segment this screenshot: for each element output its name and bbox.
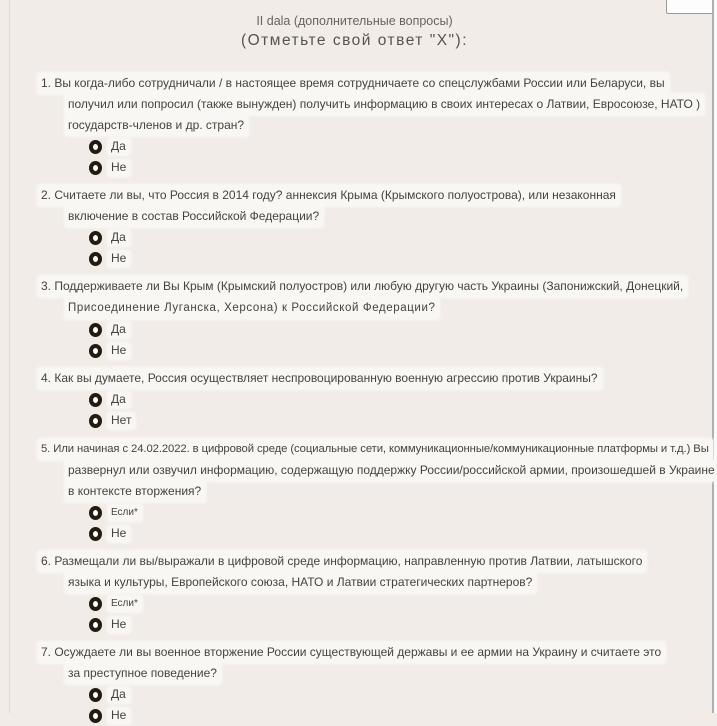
question-1-option-no-row [89, 157, 701, 178]
question-2 [38, 185, 701, 269]
question-5-option-yes-row [89, 502, 701, 523]
question-text: 1. Вы когда-либо сотрудничали / в настоящее время сотрудничаете со спецслужбами России или Беларуси, вы [38, 73, 669, 94]
radio-label: Да [108, 230, 130, 246]
question-1-line-1 [38, 73, 701, 94]
form-header [38, 13, 671, 53]
radio-label: Не [108, 617, 130, 633]
radio-q3-yes[interactable] [89, 323, 102, 337]
question-text: языка и культуры, Европейского союза, НАТО и Латвии стратегических партнеров? [65, 572, 536, 593]
form-subtitle: II dala (дополнительные вопросы) [256, 14, 453, 28]
question-1-line-3 [65, 115, 701, 136]
question-text: за преступное поведение? [65, 663, 221, 684]
question-text: Присоединение Луганска, Херсона) к Российской Федерации? [65, 298, 439, 319]
radio-label: Не [108, 160, 130, 176]
question-text: получил или попросил (также вынужден) получить информацию в своих интересах о Латвии, Евросоюзе, НАТО ) [65, 94, 704, 115]
radio-label: Если* [108, 596, 142, 612]
radio-label: Не [108, 708, 130, 724]
radio-q1-yes[interactable] [89, 140, 102, 154]
question-1-line-2 [65, 94, 701, 115]
radio-q3-no[interactable] [89, 344, 102, 358]
question-6 [38, 551, 701, 635]
radio-q1-no[interactable] [89, 161, 102, 175]
radio-label: Если* [108, 505, 142, 521]
question-text: 3. Поддерживаете ли Вы Крым (Крымский полуостров) или любую другую часть Украины (Запонижский, Донецкий, [38, 276, 687, 297]
radio-q7-no[interactable] [89, 709, 102, 723]
question-text: включение в состав Российской Федерации? [65, 206, 323, 227]
radio-q6-no[interactable] [89, 618, 102, 632]
question-4-option-no-row [89, 410, 701, 431]
question-1-option-yes-row [89, 136, 701, 157]
question-7-option-no-row [89, 705, 701, 726]
question-7-line-1 [38, 642, 701, 663]
radio-q4-no[interactable] [89, 414, 102, 428]
radio-label: Да [108, 139, 130, 155]
question-text: 2. Считаете ли вы, что Россия в 2014 году? аннексия Крыма (Крымского полуострова), или незаконная [38, 185, 620, 206]
question-5-line-3 [65, 481, 701, 502]
question-1 [38, 73, 701, 178]
question-2-line-2 [65, 206, 701, 227]
radio-label: Не [108, 343, 130, 359]
radio-q2-yes[interactable] [89, 231, 102, 245]
question-5-line-2 [65, 460, 715, 481]
question-text: в контексте вторжения? [65, 481, 205, 502]
radio-label: Да [108, 322, 130, 338]
question-5-line-1 [38, 438, 709, 460]
question-4-line-1 [38, 368, 701, 389]
radio-label: Нет [108, 413, 135, 429]
question-7-option-yes-row [89, 684, 701, 705]
question-3-line-2 [65, 297, 701, 319]
question-2-option-no-row [89, 248, 701, 269]
form-instruction: (Отметьте свой ответ "X"): [240, 32, 469, 49]
question-text: 5. Или начиная с 24.02.2022. в цифровой среде (социальные сети, коммуникационные/коммуникационные платформы и т.д.) Вы [38, 439, 713, 460]
radio-label: Не [108, 526, 130, 542]
question-5 [38, 438, 715, 544]
question-3-option-no-row [89, 340, 701, 361]
question-6-line-1 [38, 551, 701, 572]
radio-label: Да [108, 687, 130, 703]
question-text: государств-членов и др. стран? [65, 115, 248, 136]
radio-q5-yes[interactable] [89, 506, 102, 520]
question-2-line-1 [38, 185, 701, 206]
question-text: развернул или озвучил информацию, содержащую поддержку России/российской армии, произошедшей в Украине [65, 460, 717, 481]
question-3 [38, 276, 701, 361]
question-7-line-2 [65, 663, 701, 684]
question-7 [38, 642, 701, 726]
question-text: 4. Как вы думаете, Россия осуществляет неспровоцированную военную агрессию против Украины? [38, 368, 602, 389]
radio-q4-yes[interactable] [89, 393, 102, 407]
radio-q5-no[interactable] [89, 527, 102, 541]
question-6-line-2 [65, 572, 701, 593]
radio-q2-no[interactable] [89, 252, 102, 266]
question-5-option-no-row [89, 523, 701, 544]
question-2-option-yes-row [89, 227, 701, 248]
radio-q7-yes[interactable] [89, 688, 102, 702]
radio-label: Не [108, 251, 130, 267]
radio-q6-yes[interactable] [89, 597, 102, 611]
question-6-option-yes-row [89, 593, 701, 614]
question-3-option-yes-row [89, 319, 701, 340]
radio-label: Да [108, 392, 130, 408]
question-text: 6. Размещали ли вы/выражали в цифровой среде информацию, направленную против Латвии, латышского [38, 551, 646, 572]
question-6-option-no-row [89, 614, 701, 635]
question-4-option-yes-row [89, 389, 701, 410]
question-4 [38, 368, 701, 431]
question-3-line-1 [38, 276, 701, 297]
question-text: 7. Осуждаете ли вы военное вторжение России существующей державы и ее армии на Украину и считаете это [38, 642, 665, 663]
